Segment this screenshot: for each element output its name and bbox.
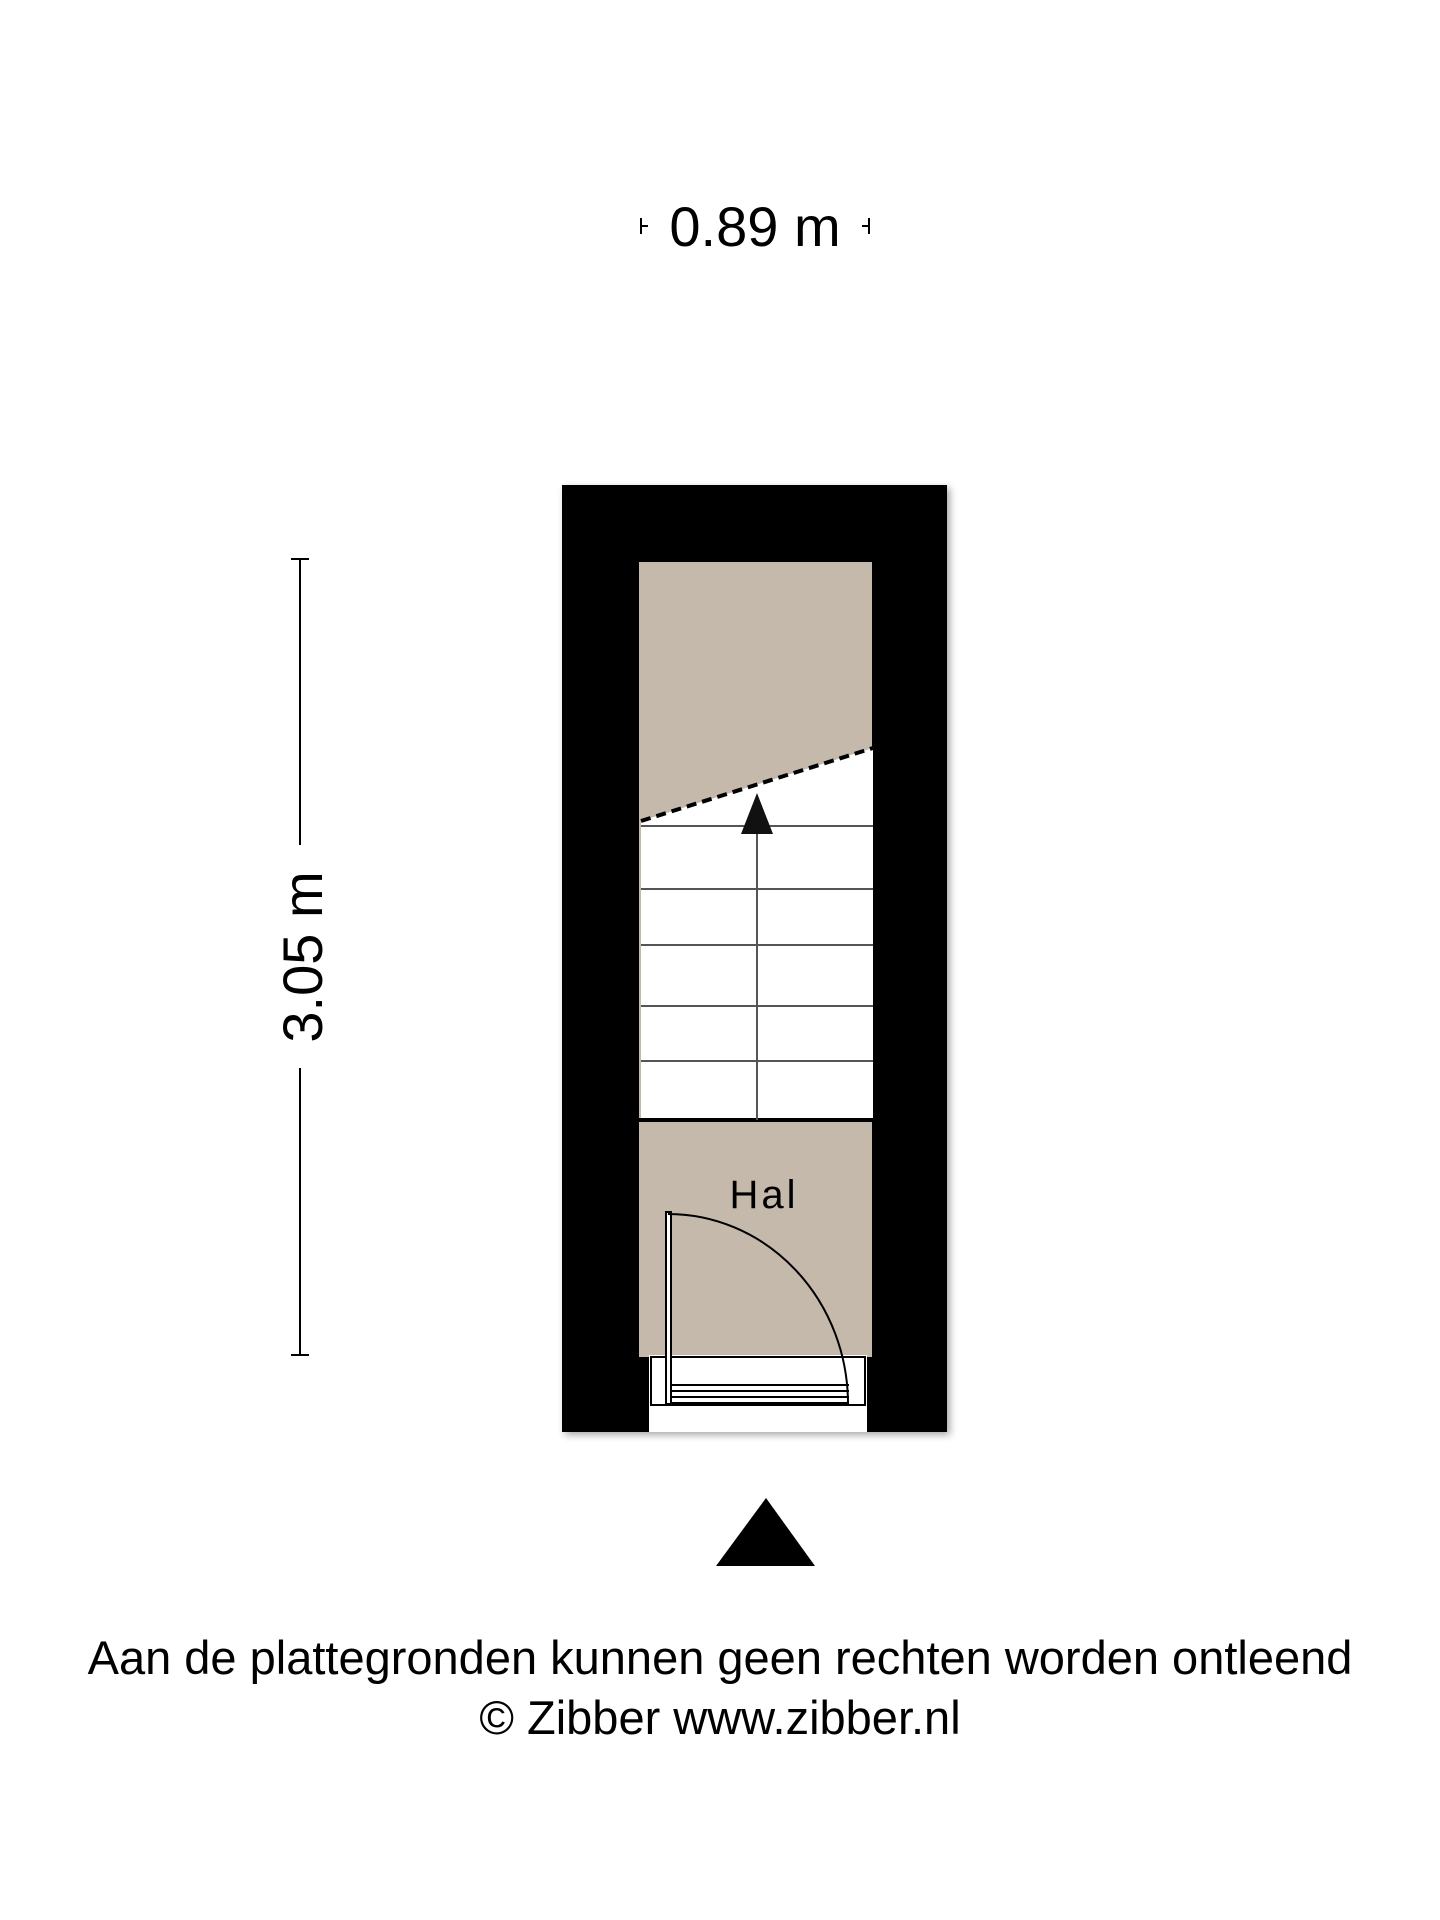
room-label-hal: Hal bbox=[729, 1173, 799, 1217]
door-leaf bbox=[666, 1212, 671, 1404]
length-dimension-label: 3.05 m bbox=[271, 871, 334, 1043]
width-dimension-label: 0.89 m bbox=[669, 195, 841, 258]
width-dimension bbox=[641, 195, 869, 258]
length-dimension bbox=[271, 559, 334, 1355]
copyright-text: © Zibber www.zibber.nl bbox=[479, 1691, 961, 1744]
entrance-doorway bbox=[649, 1355, 867, 1432]
disclaimer-text: Aan de plattegronden kunnen geen rechten worden ontleend bbox=[87, 1631, 1353, 1684]
entrance-triangle-icon bbox=[716, 1498, 815, 1566]
